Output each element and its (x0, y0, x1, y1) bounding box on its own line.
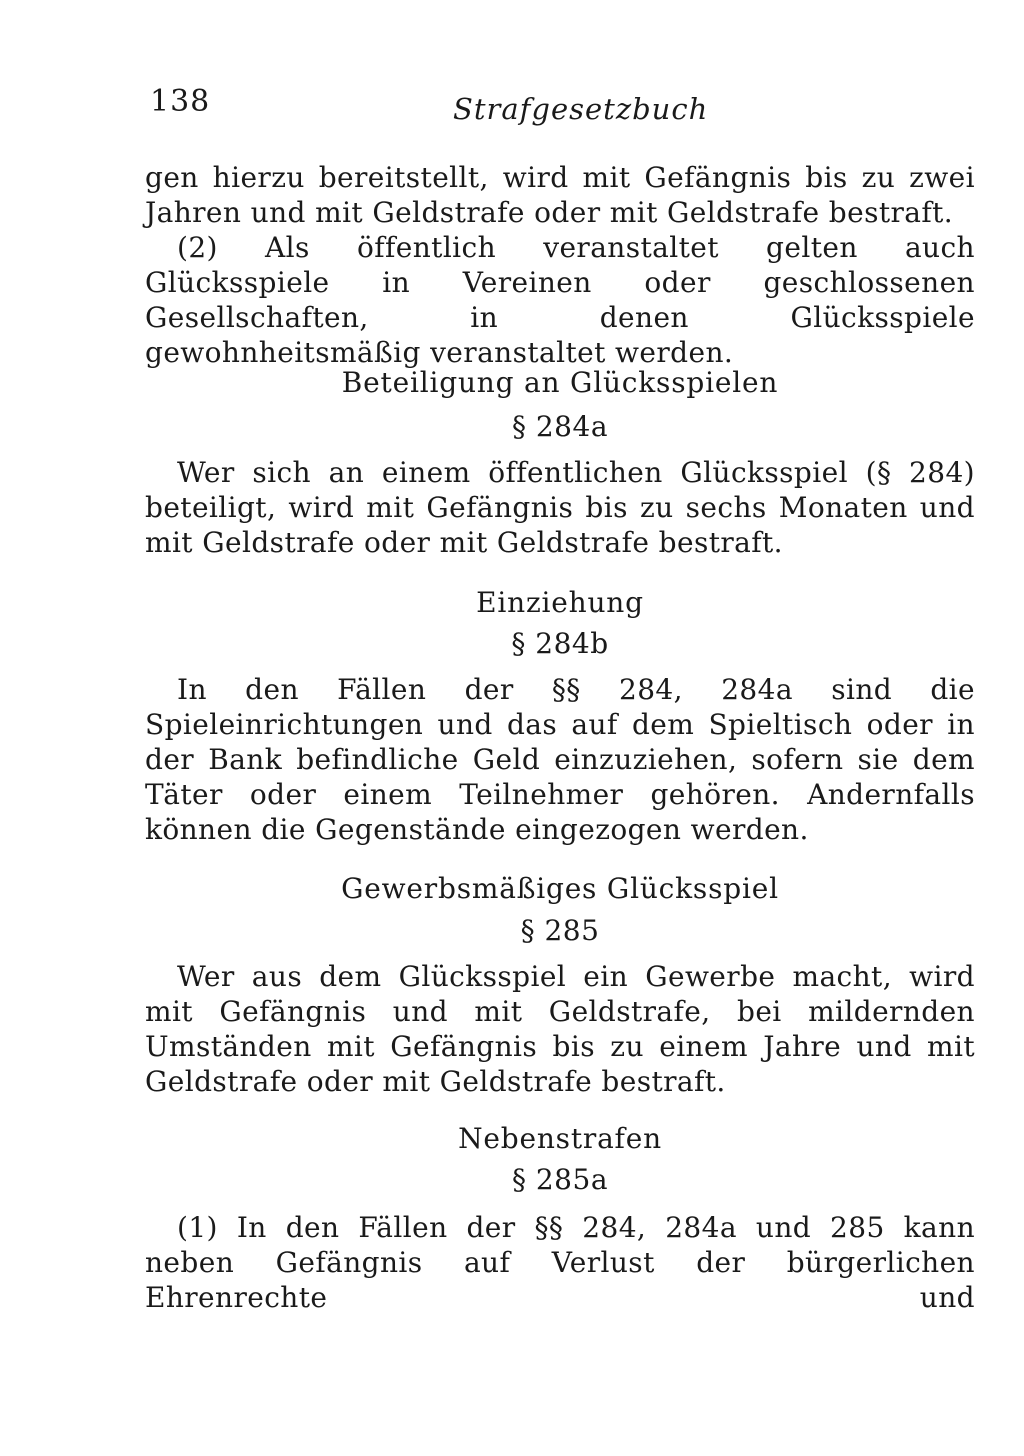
page-number: 138 (150, 84, 211, 119)
section-number-284a: § 284a (511, 410, 609, 443)
section-text-285a-content: (1) In den Fällen der §§ 284, 284a und 285 kann neben Gefängnis auf Verlust der bürgerlichen Ehrenrechte und (145, 1211, 975, 1314)
section-text-284b-content: In den Fällen der §§ 284, 284a sind die Spieleinrichtungen und das auf dem Spieltisch oder in der Bank befindliche Geld einzuziehen, sofern sie dem Täter oder einem Teilnehmer gehören. Andernfalls können die Gegenstände eingezogen werden. (145, 673, 975, 846)
intro-paragraph (145, 160, 975, 370)
intro-text-2: (2) Als öffentlich veranstaltet gelten auch Glücksspiele in Vereinen oder geschlossenen Gesellschaften, in denen Glücksspiele gewohnheitsmäßig veranstaltet werden. (145, 231, 975, 369)
section-heading-285a: Nebenstrafen (458, 1122, 662, 1155)
section-heading-285: Gewerbsmäßiges Glücksspiel (341, 872, 779, 905)
section-number-284b: § 284b (511, 627, 609, 660)
section-text-284b (145, 672, 975, 847)
section-number-285a: § 285a (511, 1163, 609, 1196)
section-text-285a (145, 1210, 975, 1315)
section-text-285-content: Wer aus dem Glücksspiel ein Gewerbe macht, wird mit Gefängnis und mit Geldstrafe, bei mildernden Umständen mit Gefängnis bis zu einem Jahre und mit Geldstrafe oder mit Geldstrafe bestraft. (145, 960, 975, 1098)
section-heading-284b: Einziehung (476, 586, 644, 619)
section-text-285 (145, 959, 975, 1099)
intro-text-1: gen hierzu bereitstellt, wird mit Gefängnis bis zu zwei Jahren und mit Geldstrafe oder mit Geldstrafe bestraft. (145, 161, 975, 229)
section-number-285: § 285 (520, 914, 600, 947)
section-heading-284a: Beteiligung an Glücksspielen (341, 366, 779, 399)
running-title: Strafgesetzbuch (453, 92, 709, 126)
section-text-284a (145, 455, 975, 560)
page-header (150, 84, 980, 134)
section-text-284a-content: Wer sich an einem öffentlichen Glücksspiel (§ 284) beteiligt, wird mit Gefängnis bis zu sechs Monaten und mit Geldstrafe oder mit Geldstrafe bestraft. (145, 456, 975, 559)
